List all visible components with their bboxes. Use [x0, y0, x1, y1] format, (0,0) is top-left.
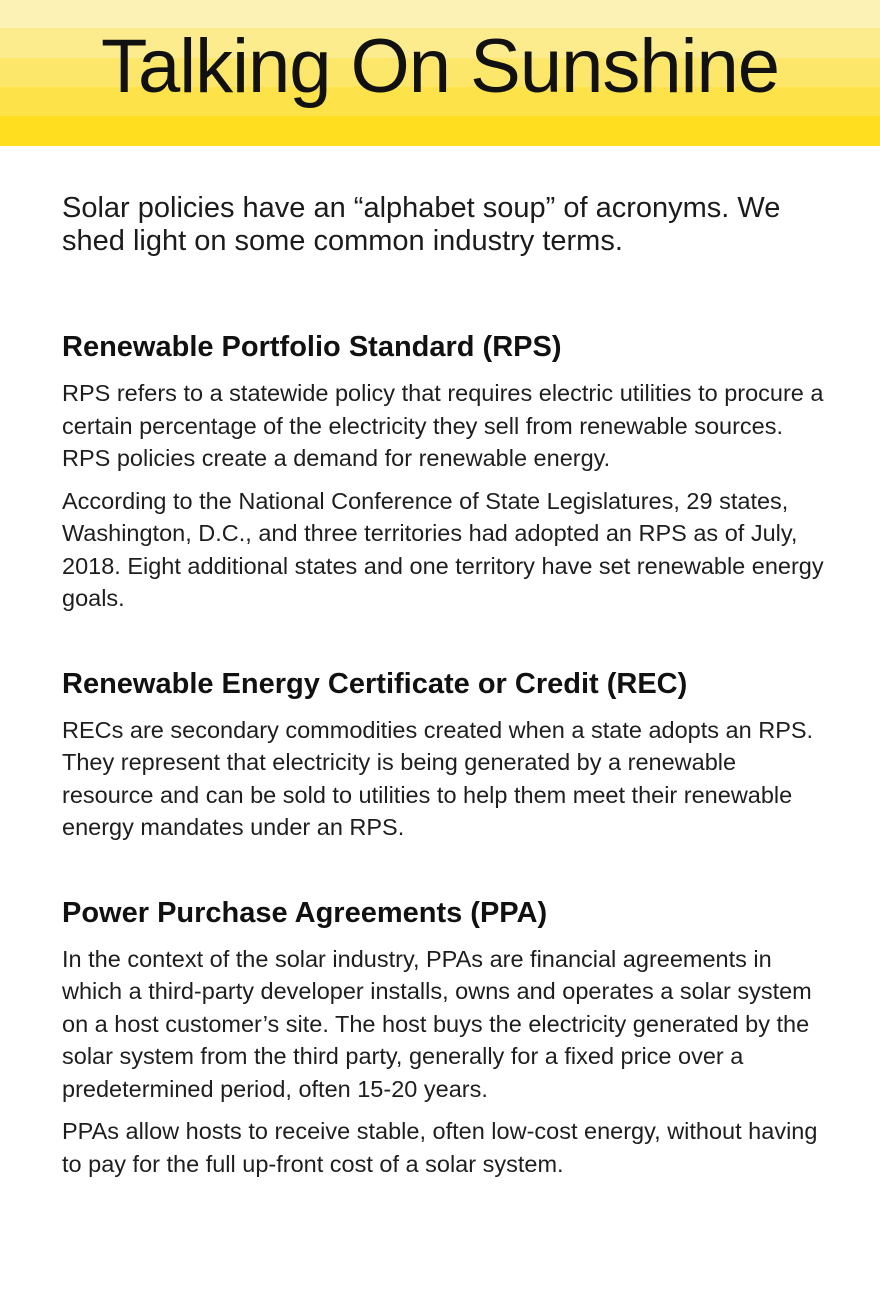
rps-paragraph-1: RPS refers to a statewide policy that requires electric utilities to procure a certain percentage of the electricity they sell from renewable sources. RPS policies create a demand for renewable energy. — [62, 380, 824, 471]
section-heading-rps: Renewable Portfolio Standard (RPS) — [62, 331, 562, 363]
section-rps — [62, 330, 832, 615]
section-rec — [62, 667, 832, 844]
intro-text: Solar policies have an “alphabet soup” of acronyms. We shed light on some common industry terms. — [62, 192, 781, 257]
rec-paragraph-1: RECs are secondary commodities created when a state adopts an RPS. They represent that electricity is being generated by a renewable resource and can be sold to utilities to help them meet their renewable energy mandates under an RPS. — [62, 716, 814, 840]
header-banner — [0, 0, 880, 146]
ppa-paragraph-2: PPAs allow hosts to receive stable, often low-cost energy, without having to pay for the full up-front cost of a solar system. — [62, 1118, 818, 1177]
section-heading-ppa: Power Purchase Agreements (PPA) — [62, 896, 548, 929]
section-heading-rec: Renewable Energy Certificate or Credit (REC) — [62, 667, 688, 700]
article-body — [62, 192, 832, 1190]
ppa-paragraph-1: In the context of the solar industry, PPAs are financial agreements in which a third-party developer installs, owns and operates a solar system on a host customer’s site. The host buys the electricity generated by the solar system from the third party, generally for a fixed price over a predetermined period, often 15-20 years. — [62, 945, 812, 1102]
rps-paragraph-2: According to the National Conference of State Legislatures, 29 states, Washington, D.C., and three territories had adopted an RPS as of July, 2018. Eight additional states and one territory have set renewable energy goals. — [62, 487, 824, 611]
section-ppa — [62, 896, 832, 1181]
page-title: Talking On Sunshine — [100, 24, 780, 109]
